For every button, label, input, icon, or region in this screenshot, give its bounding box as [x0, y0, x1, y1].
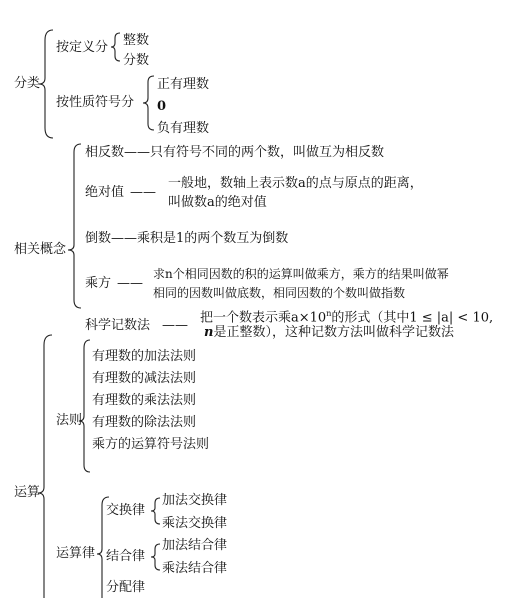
concept-scientific-line1-b: 的形式（其中1 ≤ |a| < 10, [331, 310, 494, 326]
law-associative-label: 结合律 [106, 549, 146, 564]
concept-reciprocal [85, 231, 288, 247]
concept-absolute-dash: —— [130, 185, 156, 200]
concept-reciprocal-dash: —— [111, 231, 138, 246]
by-sign-item-positive: 正有理数 [157, 77, 210, 92]
law-distributive: 分配律 [106, 580, 146, 595]
concept-opposite [85, 145, 384, 161]
brace-operations [38, 335, 52, 598]
by-definition-label: 按定义分 [56, 40, 109, 55]
concept-scientific-term: 科学记数法 [85, 318, 151, 333]
concept-power-line2: 相同的因数叫做底数，相同因数的个数叫做指数 [153, 286, 406, 300]
by-definition-item-fraction: 分数 [123, 53, 150, 68]
concept-absolute-line1: 一般地，数轴上表示数a的点与原点的距离， [168, 176, 423, 191]
by-sign-label: 按性质符号分 [56, 95, 135, 110]
law-commutative-addition: 加法交换律 [162, 493, 228, 508]
concept-absolute-term: 绝对值 [85, 185, 125, 200]
brace-by-definition [111, 33, 120, 61]
brace-associative [151, 544, 160, 570]
law-commutative-label: 交换律 [106, 503, 146, 518]
by-sign-item-zero: 0 [157, 99, 167, 114]
concept-opposite-dash: —— [124, 145, 151, 160]
concept-scientific-line2 [204, 325, 454, 341]
concept-reciprocal-desc: 乘积是1的两个数互为倒数 [137, 231, 289, 246]
brace-classification [39, 30, 53, 138]
rules-label: 法则 [56, 413, 83, 428]
concept-absolute-line2: 叫做数a的绝对值 [168, 195, 267, 210]
concept-scientific-line2-rest: 是正整数），这种记数方法叫做科学记数法 [213, 325, 454, 340]
brace-rules [79, 340, 90, 472]
concept-scientific-line2-n: n [204, 325, 214, 340]
rule-item-power-sign: 乘方的运算符号法则 [92, 437, 210, 452]
operations-root: 运算 [14, 485, 41, 500]
laws-label: 运算律 [56, 546, 96, 561]
brace-commutative [151, 498, 160, 524]
brace-by-sign [143, 76, 154, 130]
law-associative-addition: 加法结合律 [162, 538, 228, 553]
concept-power-term: 乘方 [85, 276, 112, 291]
classification-root: 分类 [14, 76, 41, 91]
rule-item-subtraction: 有理数的减法法则 [92, 371, 197, 386]
concept-opposite-term: 相反数 [85, 145, 125, 160]
concept-scientific-exponent: n [326, 309, 332, 318]
concept-opposite-desc: 只有符号不同的两个数，叫做互为相反数 [150, 145, 385, 160]
concepts-root: 相关概念 [14, 242, 67, 257]
concept-scientific-line1-a: 把一个数表示乘a×10 [200, 310, 327, 326]
brace-concepts [68, 144, 81, 308]
law-commutative-multiplication: 乘法交换律 [162, 516, 228, 531]
concept-reciprocal-term: 倒数 [85, 231, 112, 246]
concept-power-line1: 求n个相同因数的积的运算叫做乘方，乘方的结果叫做幂 [153, 267, 449, 281]
concept-scientific-dash: —— [162, 318, 188, 333]
concept-scientific-line1 [200, 306, 493, 326]
rule-item-addition: 有理数的加法法则 [92, 349, 197, 364]
rule-item-division: 有理数的除法法则 [92, 415, 197, 430]
by-sign-item-negative: 负有理数 [157, 121, 210, 136]
law-associative-multiplication: 乘法结合律 [162, 561, 228, 576]
by-definition-item-integer: 整数 [123, 33, 150, 48]
rule-item-multiplication: 有理数的乘法法则 [92, 393, 197, 408]
concept-power-dash: —— [117, 276, 143, 291]
